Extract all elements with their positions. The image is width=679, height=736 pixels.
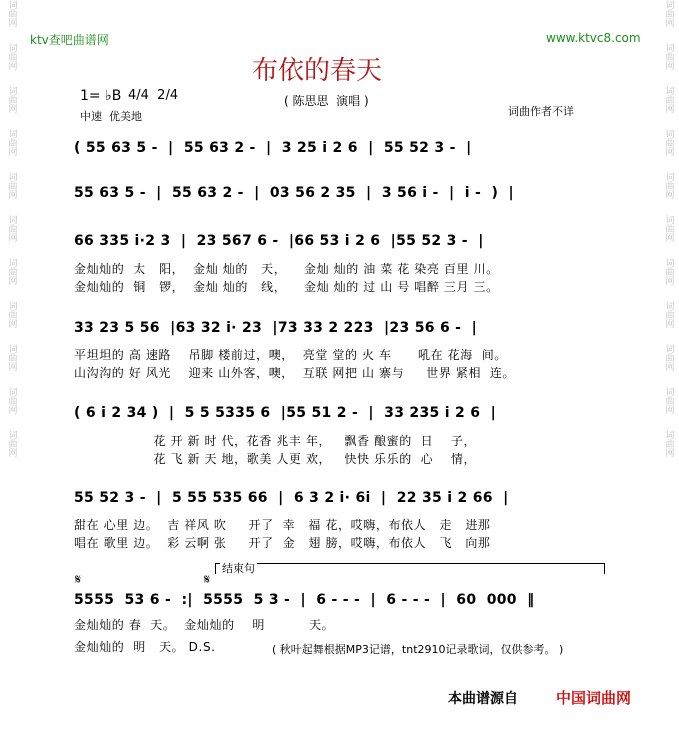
- lyric-line-4a: 平坦坦的 高 速路 吊脚 楼前过，噢， 亮堂 堂的 火 车 吼在 花海 间。: [74, 348, 507, 362]
- lyric-line-7b: 金灿灿的 明 天。 D.S.: [74, 640, 216, 654]
- lyric-line-3a: 金灿灿的 太 阳， 金灿 灿的 天， 金灿 灿的 油 菜 花 染亮 百里 川。: [74, 262, 499, 276]
- performer: ( 陈思思 演唱 ): [284, 94, 369, 108]
- lyric-line-5b: 花 飞 新 天 地，歌美 人更 欢， 快快 乐乐的 心 情，: [74, 452, 477, 466]
- site-name-left[interactable]: ktv查吧曲谱网: [30, 33, 109, 47]
- lyric-line-4b: 山沟沟的 好 风光 迎来 山外客，噢， 互联 网把 山 寨与 世界 紧相 连。: [74, 366, 516, 380]
- lyric-line-7a: 金灿灿的 春 天。 金灿灿的 明 天。: [74, 618, 335, 632]
- credits: 词曲作者不详: [508, 105, 574, 118]
- score-line-2: 55 63 5 - | 55 63 2 - | 03 56 2 35 | 3 56 i - | i - ) |: [74, 185, 514, 201]
- lyric-line-6b: 唱在 歌里 边。 彩 云啊 张 开了 金 翅 膀，哎嗨，布依人 飞 向那: [74, 536, 491, 550]
- score-line-3: 66 335 i·2 3 | 23 567 6 - |66 53 i 2 6 |55 52 3 - |: [74, 233, 484, 249]
- score-line-1: ( 55 63 5 - | 55 63 2 - | 3 25 i 2 6 | 55 52 3 - |: [74, 140, 472, 156]
- source-name[interactable]: 中国词曲网: [556, 689, 632, 707]
- right-watermark-column: 词曲网 词曲网 词曲网 词曲网 词曲网 词曲网 词曲网 词曲网 词曲网 词曲网 词曲网: [663, 0, 674, 457]
- lyric-line-6a: 甜在 心里 边。 吉 祥风 吹 开了 幸 福 花，哎嗨，布依人 走 进那: [74, 518, 491, 532]
- ending-label: 结束句: [222, 562, 255, 575]
- time-signature: 4/4 2/4: [128, 88, 179, 103]
- site-url-right[interactable]: www.ktvc8.com: [546, 31, 641, 45]
- score-line-7: 5555 53 6 - :| 5555 5 3 - | 6 - - - | 6 - - - | 60 000 ‖: [74, 592, 535, 608]
- score-line-6: 55 52 3 - | 5 55 535 66 | 6 3 2 i· 6i | 22 35 i 2 66 |: [74, 490, 509, 506]
- lyric-line-5a: 花 开 新 时 代，花香 兆丰 年， 飘香 酿蜜的 日 子，: [74, 434, 477, 448]
- score-line-5: ( 6 i 2 34 ) | 5 5 5335 6 |55 51 2 - | 33 235 i 2 6 |: [74, 405, 497, 421]
- score-line-4: 33 23 5 56 |63 32 i· 23 |73 33 2 223 |23 56 6 - |: [74, 320, 478, 336]
- key-signature: 1= ♭B: [80, 88, 122, 104]
- ending-bracket: [215, 563, 605, 574]
- segno-icon: 𝄋: [75, 572, 82, 588]
- source-label: 本曲谱源自: [448, 691, 518, 707]
- transcription-note: ( 秋叶起舞根据MP3记谱，tnt2910记录歌词，仅供参考。 ): [272, 643, 564, 656]
- lyric-line-3b: 金灿灿的 铜 锣， 金灿 灿的 线， 金灿 灿的 过 山 号 唱醉 三月 三。: [74, 280, 499, 294]
- segno-icon: 𝄋: [204, 572, 211, 588]
- left-watermark-column: 词曲网 词曲网 词曲网 词曲网 词曲网 词曲网 词曲网 词曲网 词曲网 词曲网 词曲网: [6, 0, 17, 457]
- tempo-marking: 中速 优美地: [80, 110, 142, 123]
- song-title: 布依的春天: [252, 56, 383, 86]
